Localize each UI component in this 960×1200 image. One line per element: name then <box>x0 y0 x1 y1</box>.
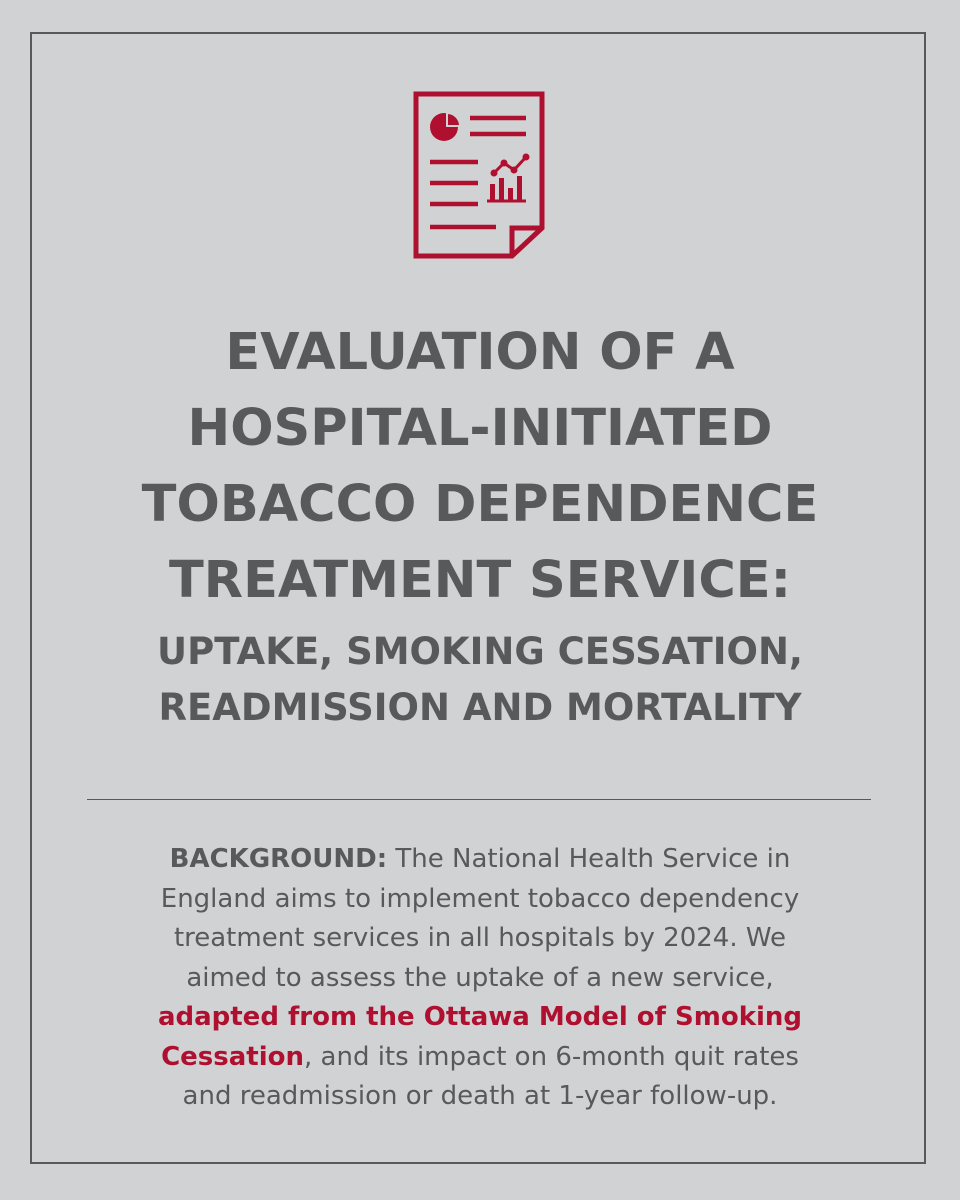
background-line-6 <box>60 1038 900 1078</box>
section-divider <box>87 799 871 800</box>
report-document-icon <box>410 90 550 260</box>
background-label: BACKGROUND: <box>169 844 388 874</box>
title-line-2: HOSPITAL-INITIATED <box>187 399 773 458</box>
cessation-highlight: Cessation <box>161 1041 304 1072</box>
background-line-3: treatment services in all hospitals by 2024. We <box>173 923 787 953</box>
background-line-1 <box>60 840 900 880</box>
background-line-1-text: The National Health Service in <box>387 844 791 874</box>
background-paragraph <box>60 840 900 1117</box>
subtitle-line-1: UPTAKE, SMOKING CESSATION, <box>157 630 803 673</box>
title-line-1: EVALUATION OF A <box>225 323 735 382</box>
title-line-4: TREATMENT SERVICE: <box>169 551 791 610</box>
background-line-4: aimed to assess the uptake of a new service, <box>186 962 774 993</box>
title-line-3: TOBACCO DEPENDENCE <box>141 475 819 534</box>
ottawa-model-highlight: adapted from the Ottawa Model of Smoking <box>157 1002 803 1032</box>
background-line-7: and readmission or death at 1-year follow-up. <box>182 1081 778 1111</box>
background-line-2: England aims to implement tobacco dependency <box>160 883 800 914</box>
subtitle-block <box>40 624 920 736</box>
title-block <box>40 315 920 736</box>
subtitle-line-2: READMISSION AND MORTALITY <box>158 686 802 729</box>
background-line-6-text: , and its impact on 6-month quit rates <box>304 1041 799 1072</box>
